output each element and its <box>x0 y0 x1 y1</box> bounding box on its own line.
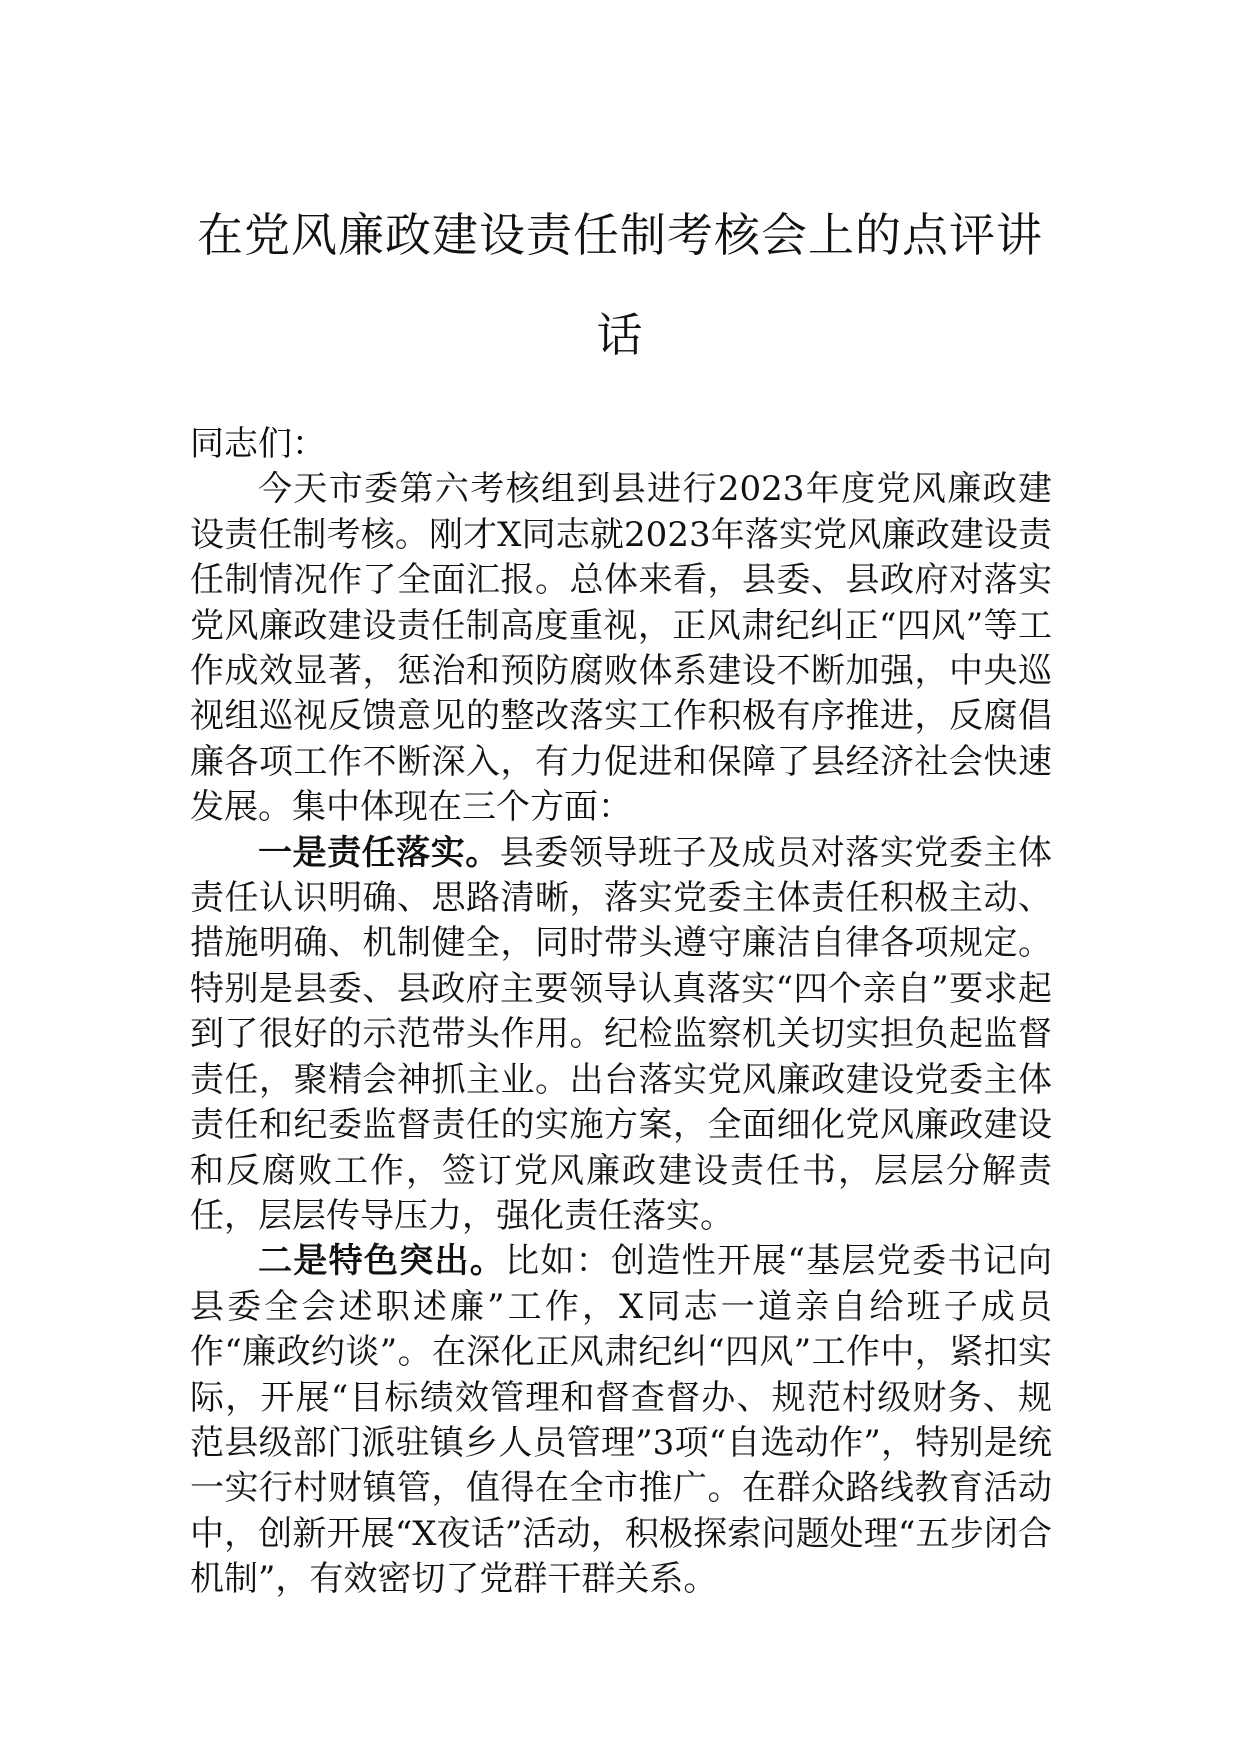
paragraph-responsibility <box>190 831 1052 1240</box>
paragraph-intro <box>190 467 1052 830</box>
salutation: 同志们： <box>190 424 326 464</box>
paragraph-lead-heading: 二是特色突出。 <box>258 1241 506 1282</box>
paragraph-features <box>190 1239 1052 1602</box>
document-body <box>190 422 1052 1603</box>
document-title: 在党风廉政建设责任制考核会上的点评讲话 <box>197 208 1043 362</box>
paragraph-lead-heading: 一是责任落实。 <box>258 832 500 873</box>
paragraph-text: 比如：创造性开展“基层党委书记向县委全会述职述廉”工作，X同志一道亲自给班子成员作“廉政约谈”。在深化正风肃纪纠“四风”工作中，紧扣实际，开展“目标绩效管理和督查督办、规范村级财务、规范县级部门派驻镇乡人员管理”3项“自选动作”，特别是统一实行村财镇管，值得在全市推广。在群众路线教育活动中，创新开展“X夜话”活动，积极探索问题处理“五步闭合机制”，有效密切了党群干群关系。 <box>190 1241 1052 1600</box>
paragraph-text: 今天市委第六考核组到县进行2023年度党风廉政建设责任制考核。刚才X同志就2023年落实党风廉政建设责任制情况作了全面汇报。总体来看，县委、县政府对落实党风廉政建设责任制高度重视，正风肃纪纠正“四风”等工作成效显著，惩治和预防腐败体系建设不断加强，中央巡视组巡视反馈意见的整改落实工作积极有序推进，反腐倡廉各项工作不断深入，有力促进和保障了县经济社会快速发展。集中体现在三个方面： <box>190 469 1052 828</box>
paragraph-text: 县委领导班子及成员对落实党委主体责任认识明确、思路清晰，落实党委主体责任积极主动、措施明确、机制健全，同时带头遵守廉洁自律各项规定。特别是县委、县政府主要领导认真落实“四个亲自”要求起到了很好的示范带头作用。纪检监察机关切实担负起监督责任，聚精会神抓主业。出台落实党风廉政建设党委主体责任和纪委监督责任的实施方案，全面细化党风廉政建设和反腐败工作，签订党风廉政建设责任书，层层分解责任，层层传导压力，强化责任落实。 <box>190 832 1053 1236</box>
